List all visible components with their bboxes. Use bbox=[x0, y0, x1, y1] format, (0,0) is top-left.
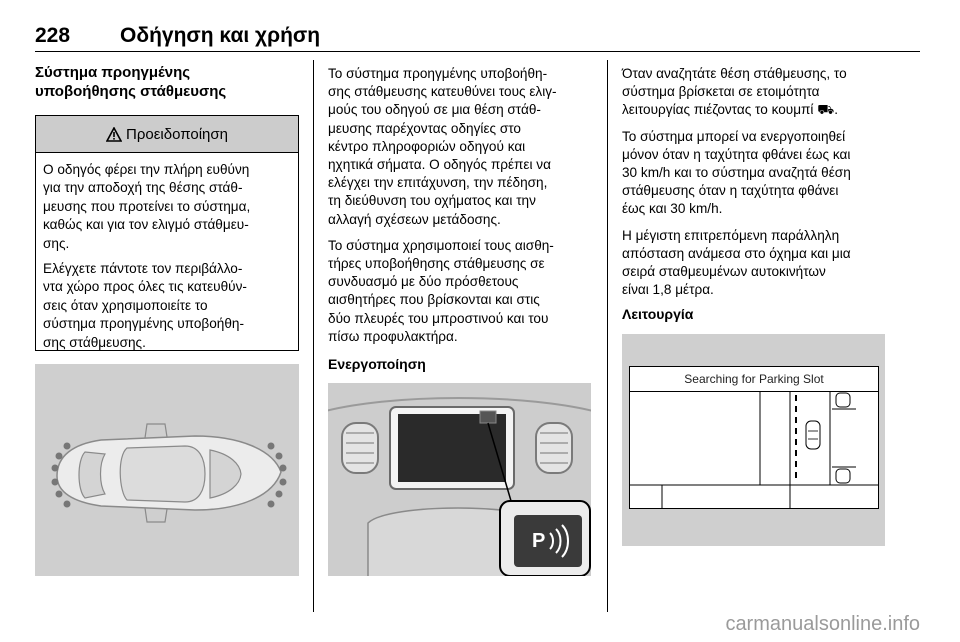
parking-display-illustration bbox=[622, 334, 885, 546]
text-line: καθώς και για τον ελιγμό στάθμευ- bbox=[43, 217, 249, 233]
text-line: τη διεύθυνση του οχήματος και την bbox=[328, 193, 536, 209]
watermark: carmanualsonline.info bbox=[725, 613, 920, 635]
car-top-view-icon bbox=[35, 364, 299, 576]
paragraph bbox=[622, 128, 890, 219]
text-line: μευσης παρέχοντας οδηγίες στο bbox=[328, 120, 521, 136]
text-line: είναι 1,8 μέτρα. bbox=[622, 282, 714, 298]
page-number: 228 bbox=[35, 24, 71, 47]
text-line: τήρες υποβοήθησης στάθμευσης σε bbox=[328, 256, 545, 272]
page-title: Οδήγηση και χρήση bbox=[120, 24, 321, 47]
text-line: σης στάθμευσης κατευθύνει τους ελιγ- bbox=[328, 84, 557, 100]
text-line: για την αποδοχή της θέσης στάθ- bbox=[43, 180, 243, 196]
text-line: απόσταση ανάμεσα στο όχημα και μια bbox=[622, 245, 851, 261]
text-line: μούς του οδηγού σε μια θέση στάθ- bbox=[328, 102, 541, 118]
text-line: μευσης που προτείνει το σύστημα, bbox=[43, 198, 251, 214]
car-sensors-illustration bbox=[35, 364, 299, 576]
text-line: Το σύστημα προηγμένης υποβοήθη- bbox=[328, 66, 548, 81]
text-line: αισθητήρες που βρίσκονται και στις bbox=[328, 292, 540, 308]
parking-slot-diagram bbox=[630, 391, 878, 508]
park-assist-button-label: P bbox=[532, 530, 546, 552]
text-line: μόνον όταν η ταχύτητα φθάνει έως και bbox=[622, 146, 851, 162]
parking-display-screen bbox=[629, 366, 879, 509]
text-line: ελέγχει την επιτάχυνση, την πέδηση, bbox=[328, 175, 548, 191]
text-line: Ελέγχετε πάντοτε τον περιβάλλο- bbox=[43, 261, 243, 277]
text-line: στάθμευσης όταν η ταχύτητα φθάνει bbox=[622, 183, 839, 199]
warning-paragraph-2 bbox=[43, 260, 291, 352]
text-line: έως και 30 km/h. bbox=[622, 201, 723, 217]
text-line: Το σύστημα μπορεί να ενεργοποιηθεί bbox=[622, 128, 846, 144]
text-line: ντα χώρο προς όλες τις κατευθύν- bbox=[43, 279, 247, 295]
text-line: συνδυασμό με δύο πρόσθετους bbox=[328, 274, 519, 290]
paragraph bbox=[622, 65, 890, 120]
column-2-text bbox=[328, 65, 596, 354]
column-divider-1 bbox=[313, 60, 314, 612]
header-rule bbox=[35, 51, 920, 52]
warning-box bbox=[35, 115, 299, 351]
text-line: κέντρο πληροφοριών οδηγού και bbox=[328, 138, 526, 154]
text-line: λειτουργίας πιέζοντας το κουμπί ⛟. bbox=[622, 102, 839, 118]
parking-display-title: Searching for Parking Slot bbox=[630, 367, 878, 392]
text-line: Το σύστημα χρησιμοποιεί τους αισθη- bbox=[328, 237, 554, 253]
warning-title: Προειδοποίηση bbox=[126, 125, 228, 143]
column-divider-2 bbox=[607, 60, 608, 612]
paragraph bbox=[328, 237, 596, 346]
operation-heading: Λειτουργία bbox=[622, 306, 694, 322]
warning-body bbox=[36, 153, 298, 352]
paragraph bbox=[622, 227, 890, 300]
warning-paragraph-1 bbox=[43, 161, 291, 253]
text-line: Ο οδηγός φέρει την πλήρη ευθύνη bbox=[43, 162, 250, 177]
text-line: σης. bbox=[43, 235, 70, 251]
warning-triangle-icon bbox=[106, 127, 122, 142]
page-header bbox=[35, 24, 920, 54]
text-line: δύο πλευρές του μπροστινού και του bbox=[328, 310, 549, 326]
text-line: σειρά σταθμευμένων αυτοκινήτων bbox=[622, 264, 826, 280]
text-line: ηχητικά σήματα. Ο οδηγός πρέπει να bbox=[328, 157, 551, 173]
heading-line: Σύστημα προηγμένης bbox=[35, 64, 191, 81]
section-heading bbox=[35, 63, 305, 101]
warning-header bbox=[36, 116, 298, 153]
column-3-text bbox=[622, 65, 890, 307]
text-line: 30 km/h και το σύστημα αναζητά θέση bbox=[622, 165, 851, 181]
text-line: σης στάθμευσης. bbox=[43, 334, 146, 350]
text-line: σύστημα προηγμένης υποβοήθη- bbox=[43, 316, 244, 332]
text-line: σεις όταν χρησιμοποιείτε το bbox=[43, 297, 208, 313]
activation-heading: Ενεργοποίηση bbox=[328, 356, 426, 372]
text-line: πίσω προφυλακτήρα. bbox=[328, 328, 458, 344]
text-line: σύστημα βρίσκεται σε ετοιμότητα bbox=[622, 84, 820, 100]
text-line: Όταν αναζητάτε θέση στάθμευσης, το bbox=[622, 66, 847, 81]
heading-line: υποβοήθησης στάθμευσης bbox=[35, 83, 227, 100]
dashboard-illustration bbox=[328, 383, 591, 576]
paragraph bbox=[328, 65, 596, 229]
text-line: Η μέγιστη επιτρεπόμενη παράλληλη bbox=[622, 227, 840, 243]
text-line: αλλαγή σχέσεων μετάδοσης. bbox=[328, 211, 501, 227]
